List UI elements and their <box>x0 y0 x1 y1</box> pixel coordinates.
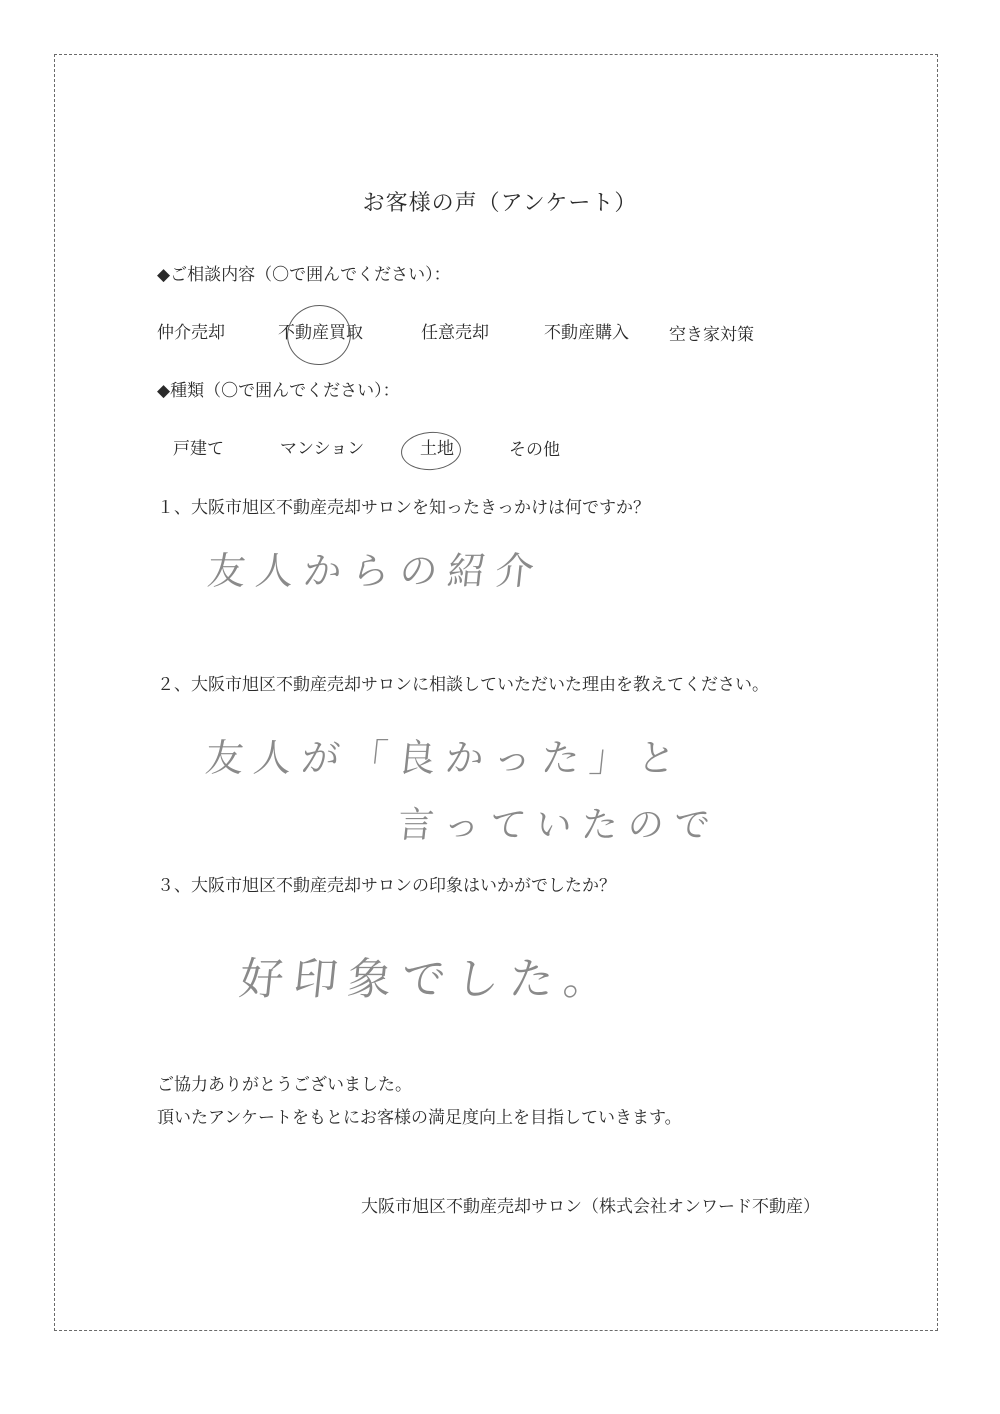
answer-2-handwriting: 言っていたので <box>395 805 722 846</box>
answer-2-handwriting: 友人が「良かった」と <box>203 736 688 780</box>
answer-1-handwriting: 友人からの紹介 <box>205 549 546 593</box>
closing-thanks: ご協力ありがとうございました。 <box>157 1075 412 1095</box>
answer-3-handwriting: 好印象でした。 <box>236 954 621 1005</box>
consultation-option: 不動産購入 <box>544 323 629 343</box>
question-2: ２、大阪市旭区不動産売却サロンに相談していただいた理由を教えてください。 <box>157 675 769 695</box>
consultation-option-selected: 不動産買取 <box>278 323 363 343</box>
question-3: ３、大阪市旭区不動産売却サロンの印象はいかがでしたか？ <box>157 876 616 896</box>
property-type-heading: ◆種類（〇で囲んでください）： <box>157 381 400 401</box>
survey-title: お客様の声（アンケート） <box>362 191 638 216</box>
property-type-option: マンション <box>280 439 365 459</box>
footer-company: 大阪市旭区不動産売却サロン（株式会社オンワード不動産） <box>361 1197 820 1217</box>
consultation-option: 仲介売却 <box>157 323 225 343</box>
property-type-option: その他 <box>509 440 560 460</box>
consultation-option: 空き家対策 <box>669 325 754 345</box>
consultation-option: 任意売却 <box>421 323 489 343</box>
property-type-option: 戸建て <box>173 439 224 459</box>
consultation-heading: ◆ご相談内容（〇で囲んでください）： <box>157 265 451 285</box>
property-type-option-selected: 土地 <box>420 439 454 459</box>
closing-message: 頂いたアンケートをもとにお客様の満足度向上を目指していきます。 <box>157 1108 682 1128</box>
question-1: １、大阪市旭区不動産売却サロンを知ったきっかけは何ですか？ <box>157 498 650 518</box>
